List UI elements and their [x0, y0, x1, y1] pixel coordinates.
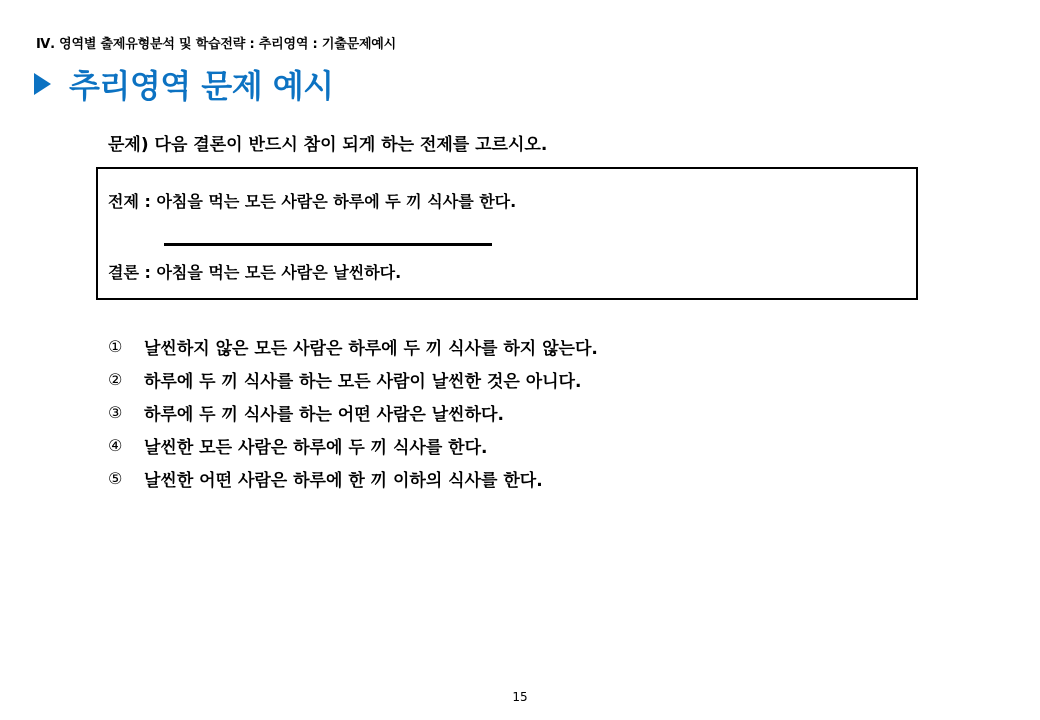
option-5[interactable]: [108, 462, 598, 495]
missing-premise-line: [164, 243, 492, 246]
page-title-row: [34, 62, 334, 106]
option-text: 날씬한 어떤 사람은 하루에 한 끼 이하의 식사를 한다.: [144, 471, 543, 491]
option-number: ①: [108, 337, 123, 356]
premise-text: 전제 : 아침을 먹는 모든 사람은 하루에 두 끼 식사를 한다.: [108, 192, 517, 211]
page-number: 15: [512, 690, 528, 704]
option-text: 날씬하지 않은 모든 사람은 하루에 두 끼 식사를 하지 않는다.: [144, 339, 598, 359]
option-3[interactable]: [108, 396, 598, 429]
breadcrumb: Ⅳ. 영역별 출제유형분석 및 학습전략 : 추리영역 : 기출문제예시: [36, 37, 397, 52]
option-text: 하루에 두 끼 식사를 하는 모든 사람이 날씬한 것은 아니다.: [144, 372, 582, 392]
page-title: 추리영역 문제 예시: [69, 67, 334, 105]
option-1[interactable]: [108, 330, 598, 363]
option-2[interactable]: [108, 363, 598, 396]
option-text: 날씬한 모든 사람은 하루에 두 끼 식사를 한다.: [144, 438, 488, 458]
option-4[interactable]: [108, 429, 598, 462]
syllogism-box: [96, 167, 918, 300]
option-number: ④: [108, 436, 123, 455]
option-number: ⑤: [108, 469, 123, 488]
option-text: 하루에 두 끼 식사를 하는 어떤 사람은 날씬하다.: [144, 405, 504, 425]
conclusion-text: 결론 : 아침을 먹는 모든 사람은 날씬하다.: [108, 263, 402, 282]
question-prompt: 문제) 다음 결론이 반드시 참이 되게 하는 전제를 고르시오.: [108, 135, 548, 155]
option-number: ③: [108, 403, 123, 422]
option-number: ②: [108, 370, 123, 389]
triangle-right-icon: [34, 73, 51, 95]
answer-options: [108, 330, 598, 495]
